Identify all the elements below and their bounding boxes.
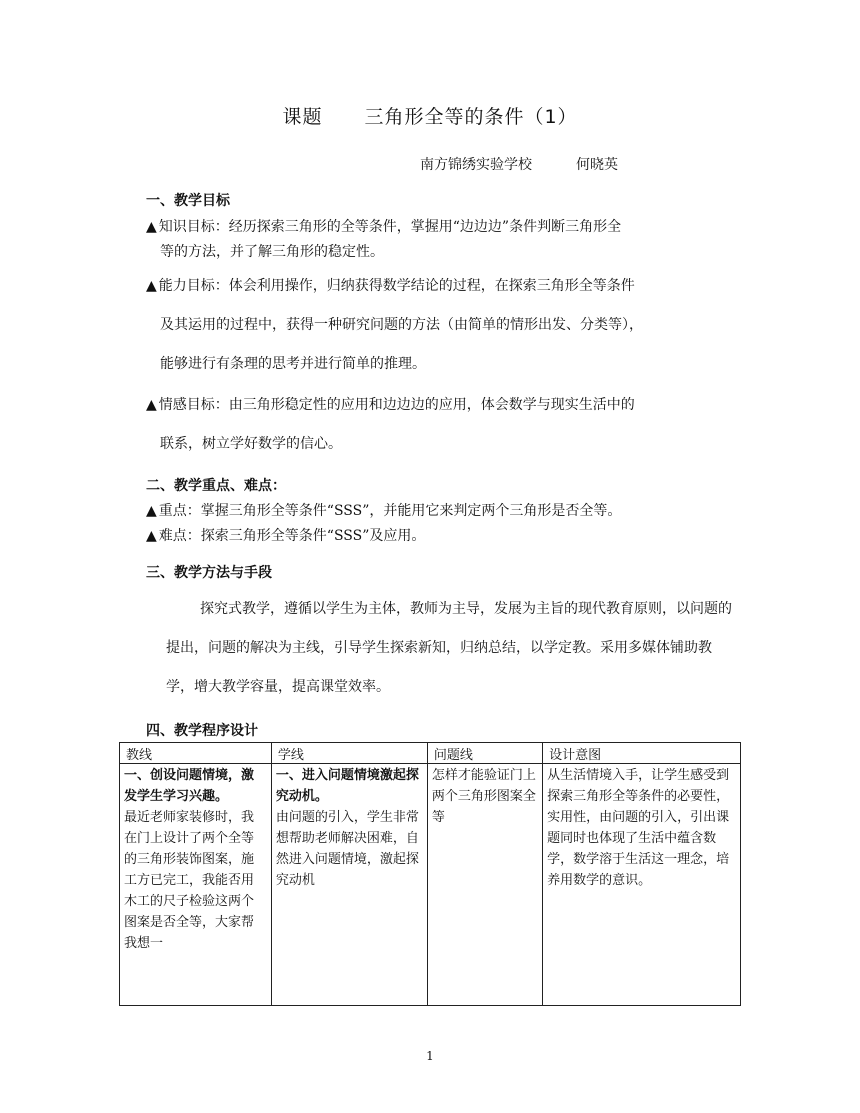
header-question-line: 问题线 bbox=[427, 743, 542, 764]
table-row bbox=[120, 764, 741, 1006]
objective-ability: ▲ 能力目标：体会利用操作，归纳获得数学结论的过程，在探索三角形全等条件 及其运用的过程中，获得一种研究问题的方法（由简单的情形出发、分类等）， 能够进行有条理的思考并进行简单的推理。 bbox=[146, 278, 643, 372]
cell-learning: 一、进入问题情境激起探究动机。 由问题的引入，学生非常想帮助老师解决困难，自然进入问题情境，激起探究动机 bbox=[271, 764, 427, 1006]
header-teaching-line: 教线 bbox=[120, 743, 272, 764]
section-heading-keypoints: 二、教学重点、难点： bbox=[146, 478, 286, 494]
page-number: 1 bbox=[426, 1049, 434, 1063]
byline bbox=[420, 154, 618, 174]
title-label: 课题 bbox=[282, 106, 323, 128]
keypoint-list bbox=[146, 499, 736, 549]
objective-knowledge: ▲ 知识目标：经历探索三角形的全等条件，掌握用“边边边”条件判断三角形全 等的方法，并了解三角形的稳定性。 bbox=[146, 219, 622, 260]
header-design-intent: 设计意图 bbox=[543, 743, 741, 764]
section-heading-procedure: 四、教学程序设计 bbox=[146, 723, 258, 739]
keypoint-main: ▲ 重点：掌握三角形全等条件“SSS”，并能用它来判定两个三角形是否全等。 bbox=[146, 503, 622, 519]
keypoint-difficulty: ▲ 难点：探索三角形全等条件“SSS”及应用。 bbox=[146, 528, 426, 544]
school-name: 南方锦绣实验学校 bbox=[420, 157, 532, 173]
table-header-row bbox=[120, 743, 741, 764]
document-title bbox=[0, 102, 860, 129]
section-heading-methods: 三、教学方法与手段 bbox=[146, 565, 272, 581]
cell-question: 怎样才能验证门上两个三角形图案全等 bbox=[427, 764, 542, 1006]
methods-paragraph: 探究式教学，遵循以学生为主体，教师为主导，发展为主旨的现代教育原则，以问题的提出，问题的解决为主线，引导学生探索新知，归纳总结，以学定教。采用多媒体铺助教学，增大教学容量，提高课堂效率。 bbox=[166, 601, 732, 695]
cell-intent: 从生活情境入手，让学生感受到探索三角形全等条件的必要性，实用性，由问题的引入，引出课题同时也体现了生活中蕴含数学，数学溶于生活这一理念，培养用数学的意识。 bbox=[543, 764, 741, 1006]
author-name: 何晓英 bbox=[576, 157, 618, 173]
objective-emotion: ▲ 情感目标：由三角形稳定性的应用和边边边的应用，体会数学与现实生活中的 联系，树立学好数学的信心。 bbox=[146, 397, 635, 452]
cell-teaching: 一、创设问题情境，激发学生学习兴趣。 最近老师家装修时，我在门上设计了两个全等的三角形装饰图案，施工方已完工，我能否用木工的尺子检验这两个图案是否全等，大家帮我想一 bbox=[120, 764, 272, 1006]
procedure-table bbox=[119, 742, 741, 1006]
header-learning-line: 学线 bbox=[271, 743, 427, 764]
title-text: 三角形全等的条件（1） bbox=[364, 106, 578, 128]
section-heading-objectives: 一、教学目标 bbox=[146, 193, 230, 209]
